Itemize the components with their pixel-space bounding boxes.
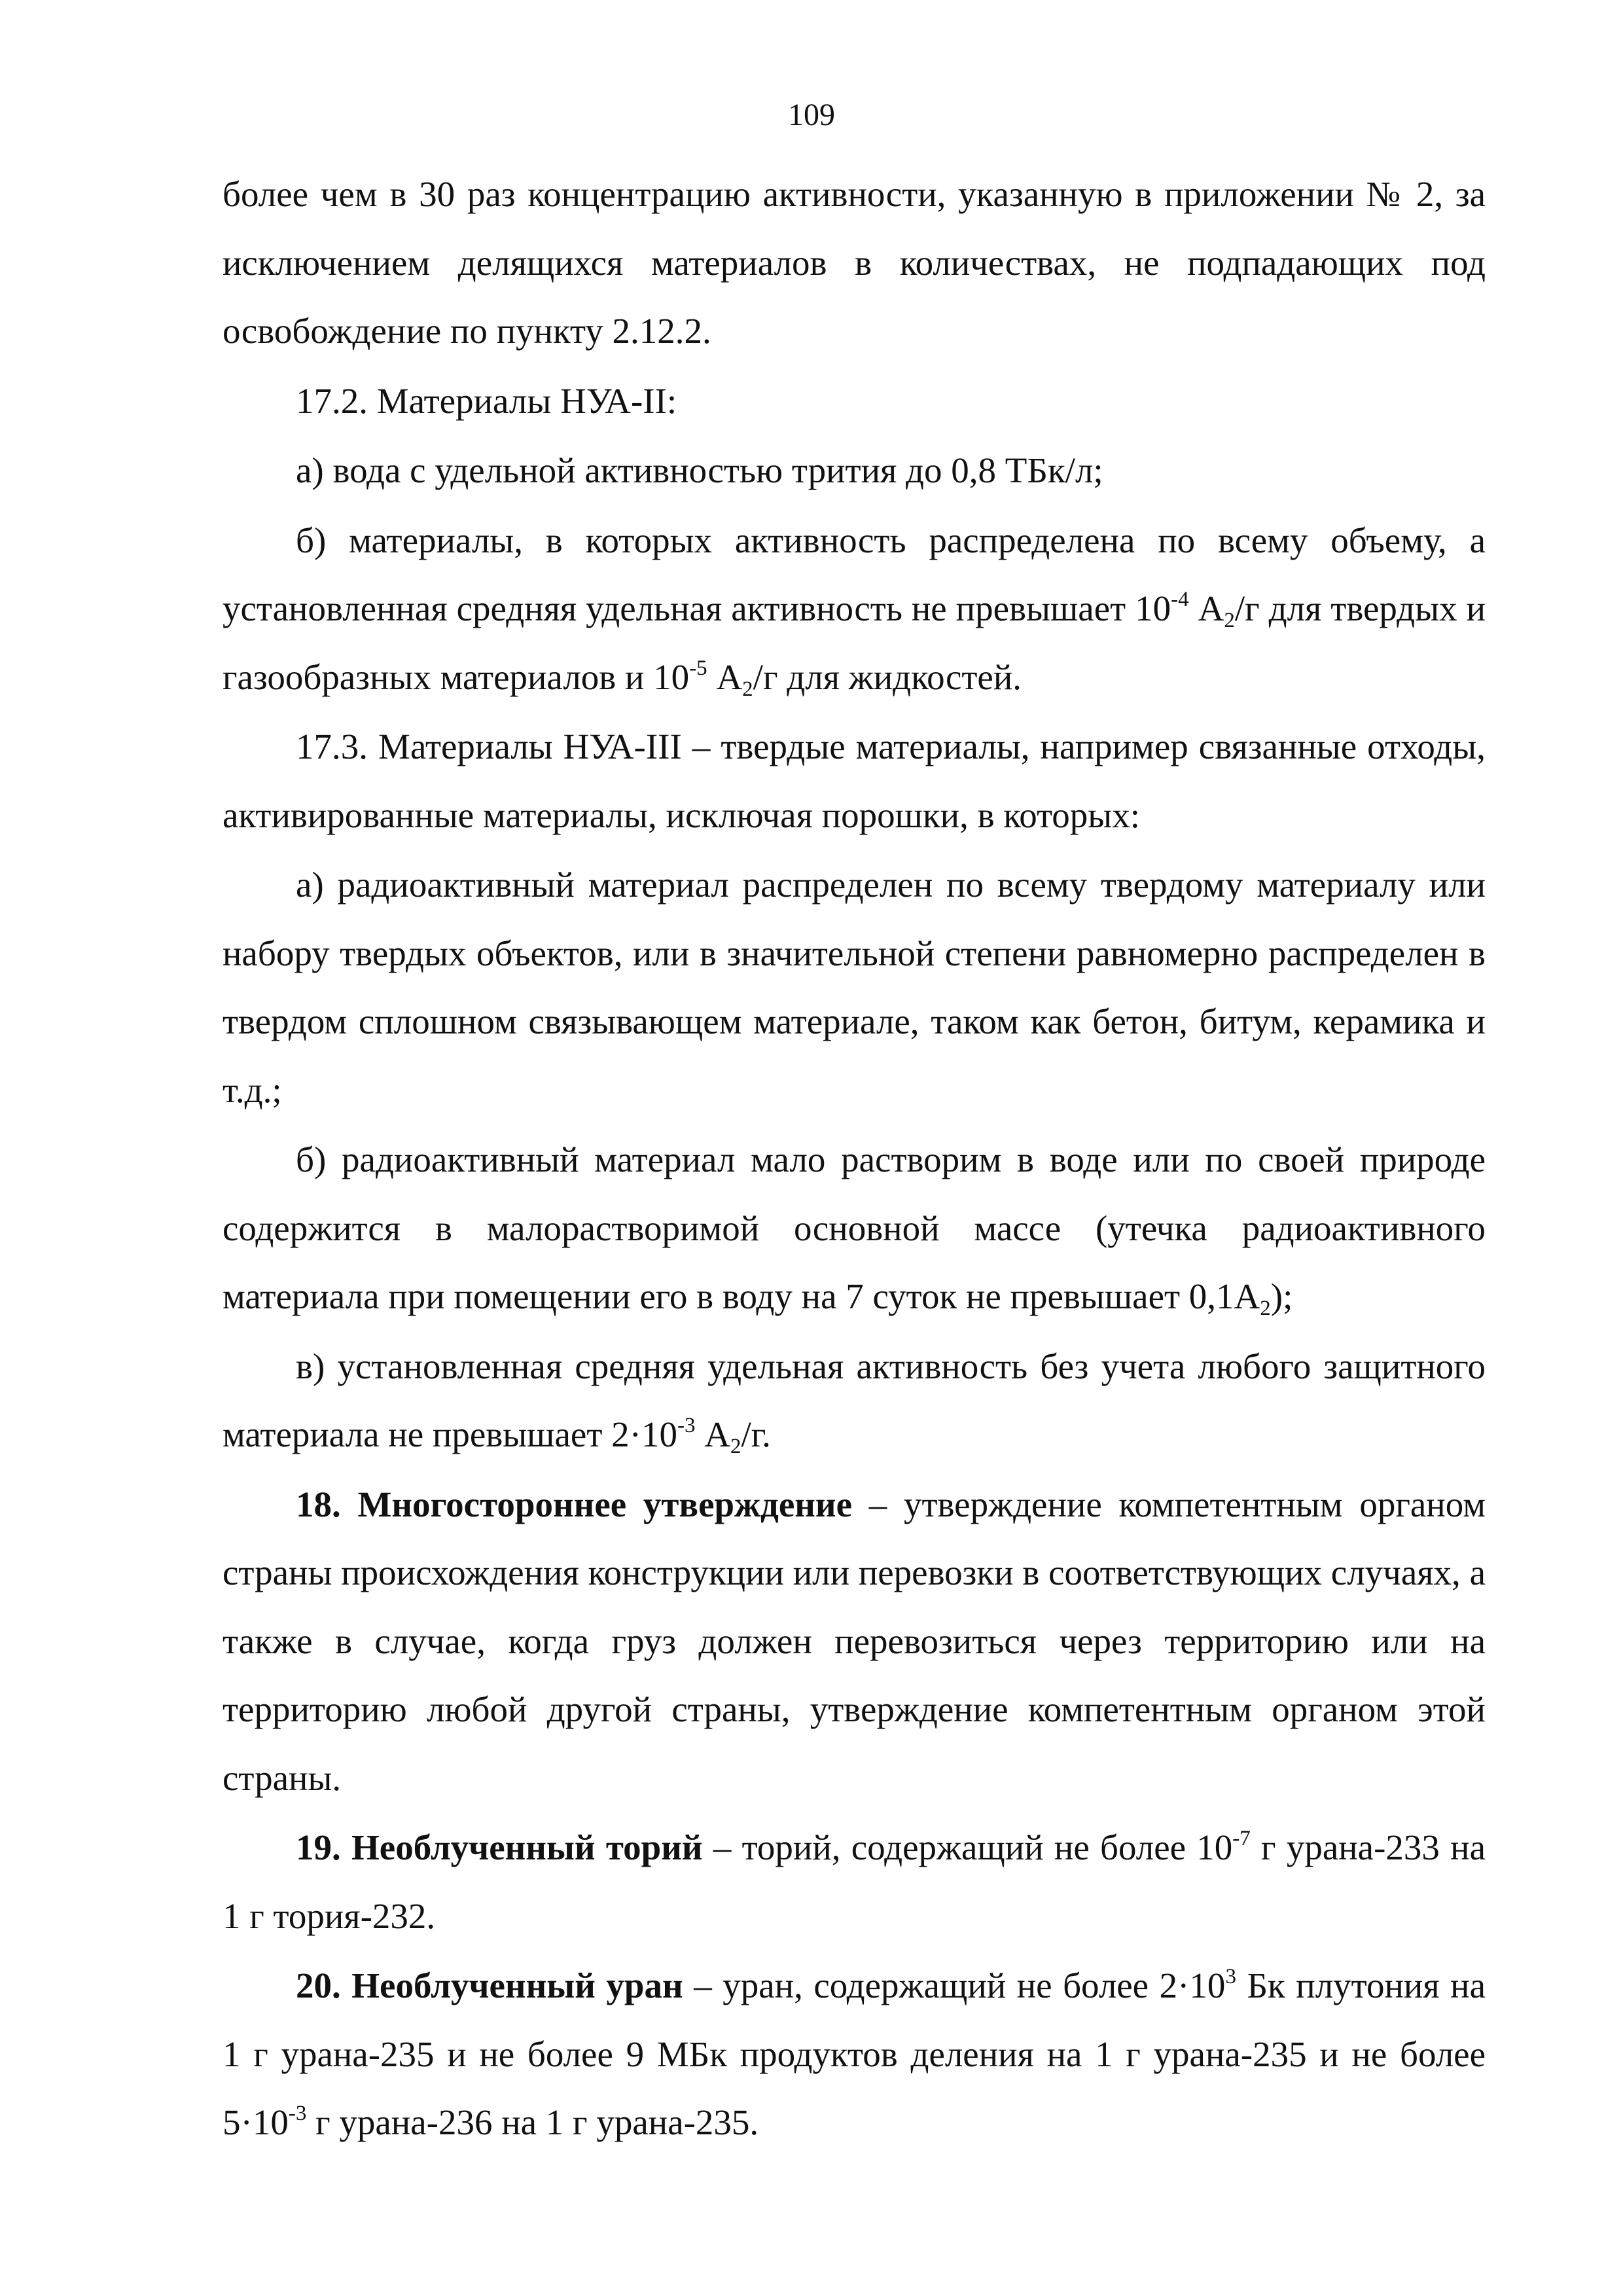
term-19: 19. Необлученный торий	[296, 1827, 703, 1867]
paragraph-20: 20. Необлученный уран – уран, содержащий не более $2\cdot 10^3$ Бк плутония на 1 г урана-235 и не более 9 МБк продуктов деления на 1 г урана-235 и не более $5\cdot 10^{-3}$ г урана-236 на 1 г урана-235.	[223, 1965, 1486, 2142]
term-20: 20. Необлученный уран	[296, 1965, 683, 2005]
page-number: 109	[788, 98, 835, 132]
paragraph-17-3: 17.3. Материалы НУА-III – твердые материалы, например связанные отходы, активированные материалы, исключая порошки, в которых:	[223, 726, 1486, 835]
paragraph-17-3-a: а) радиоактивный материал распределен по всему твердому материалу или набору твердых объектов, или в значительной степени равномерно распределен в твердом сплошном связывающем материале, таком как бетон, битум, керамика и т.д.;	[223, 865, 1486, 1110]
paragraph-17-2-b: б) материалы, в которых активность распределена по всему объему, а установленная средняя удельная активность не превышает $10^{-4}$ $A_2/г$ для твердых и газообразных материалов и $10^{-5}$ $A_2/г$ для жидкостей.	[223, 520, 1486, 701]
term-18: 18. Многостороннее утверждение	[296, 1484, 853, 1524]
paragraph-continuation: более чем в 30 раз концентрацию активности, указанную в приложении № 2, за исключением делящихся материалов в количествах, не подпадающих под освобождение по пункту 2.12.2.	[223, 174, 1486, 351]
paragraph-17-3-b: б) радиоактивный материал мало растворим в воде или по своей природе содержится в малорастворимой основной массе (утечка радиоактивного материала при помещении его в воду на 7 суток не превышает $0,1A_2$);	[223, 1139, 1486, 1320]
paragraph-17-2-a: а) вода с удельной активностью трития до 0,8 ТБк/л;	[296, 450, 1103, 490]
paragraph-19: 19. Необлученный торий – торий, содержащий не более $10^{-7}$ г урана-233 на 1 г тория-232.	[223, 1827, 1486, 1936]
body-text	[223, 160, 1486, 2157]
paragraph-17-3-c: в) установленная средняя удельная активность без учета любого защитного материала не превышает $2\cdot 10^{-3}$ $A_2/г$.	[223, 1346, 1486, 1458]
paragraph-17-2: 17.2. Материалы НУА-II:	[296, 380, 677, 421]
paragraph-18: 18. Многостороннее утверждение – утверждение компетентным органом страны происхождения конструкции или перевозки в соответствующих случаях, а также в случае, когда груз должен перевозиться через территорию или на территорию любой другой страны, утверждение компетентным органом этой страны.	[223, 1484, 1486, 1798]
